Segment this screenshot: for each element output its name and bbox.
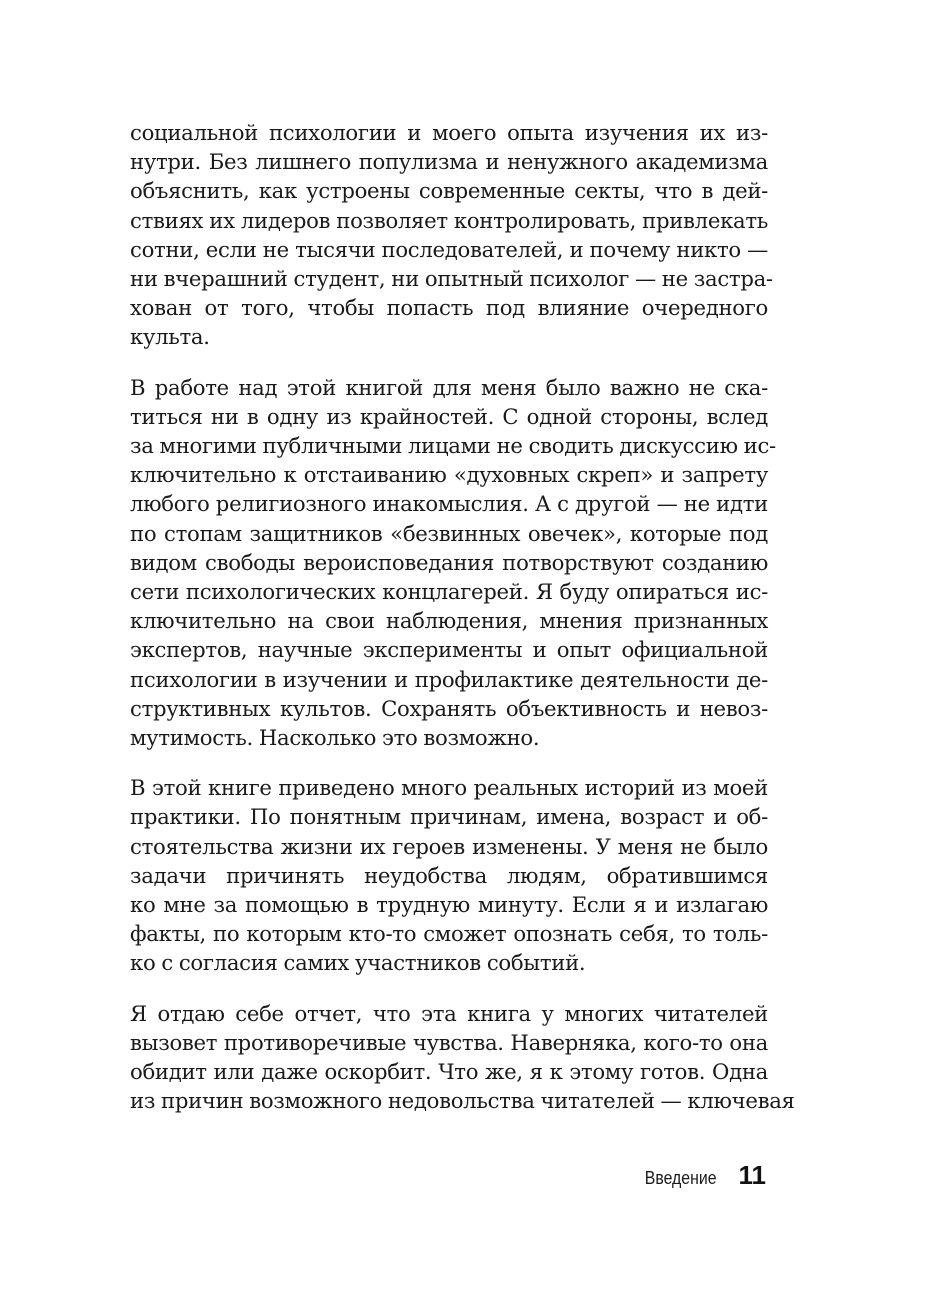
text-line: экспертов, научные эксперименты и опыт официальной <box>130 637 768 663</box>
paragraph-3 <box>130 773 768 977</box>
text-line: В работе над этой книгой для меня было важно не ска- <box>130 374 768 400</box>
text-line: объяснить, как устроены современные секты, что в дей- <box>130 178 768 204</box>
text-line: структивных культов. Сохранять объективность и невоз- <box>130 695 768 721</box>
text-line: факты, по которым кто-то сможет опознать себя, то толь- <box>130 921 768 947</box>
text-line: культа. <box>130 324 210 350</box>
paragraph-spacer <box>130 978 768 999</box>
page-footer <box>635 1160 766 1191</box>
text-line: сотни, если не тысячи последователей, и почему никто — <box>130 236 768 262</box>
text-line: Я отдаю себе отчет, что эта книга у многих читателей <box>130 1000 768 1026</box>
text-line: социальной психологии и моего опыта изучения их из- <box>130 120 768 145</box>
text-line: задачи причинять неудобства людям, обратившимся <box>130 862 768 888</box>
text-line: титься ни в одну из крайностей. С одной стороны, вслед <box>130 403 768 429</box>
paragraph-1 <box>130 118 773 352</box>
text-line: мутимость. Насколько это возможно. <box>130 725 540 751</box>
running-head: Введение <box>644 1168 717 1188</box>
text-line: ключительно к отстаиванию «духовных скреп» и запрету <box>130 462 768 488</box>
text-line: ни вчерашний студент, ни опытный психолог — не застра- <box>130 266 773 292</box>
text-line: сети психологических концлагерей. Я буду опираться ис- <box>130 579 768 605</box>
text-line: хован от того, чтобы попасть под влияние очередного <box>130 295 768 321</box>
page-body <box>130 118 795 1116</box>
text-line: психологии в изучении и профилактике деятельности де- <box>130 666 768 692</box>
text-line: любого религиозного инакомыслия. А с другой — не идти <box>130 491 768 517</box>
page-number: 11 <box>738 1160 766 1190</box>
text-line: ко мне за помощью в трудную минуту. Если я и излагаю <box>130 892 768 918</box>
text-line: практики. По понятным причинам, имена, возраст и об- <box>130 804 768 830</box>
text-line: нутри. Без лишнего популизма и ненужного академизма <box>130 149 768 175</box>
paragraph-2 <box>130 373 776 753</box>
text-line: обидит или даже оскорбит. Что же, я к этому готов. Одна <box>130 1059 768 1085</box>
text-line: вызовет противоречивые чувства. Наверняка, кого-то она <box>130 1029 768 1055</box>
text-line: стоятельства жизни их героев изменены. У меня не было <box>130 833 768 859</box>
text-line: за многими публичными лицами не сводить дискуссию ис- <box>130 433 776 459</box>
paragraph-spacer <box>130 352 768 373</box>
text-line: ствиях их лидеров позволяет контролировать, привлекать <box>130 207 768 233</box>
text-line: В этой книге приведено много реальных историй из моей <box>130 775 768 801</box>
text-line: видом свободы вероисповедания потворствуют созданию <box>130 549 768 575</box>
text-line: ключительно на свои наблюдения, мнения признанных <box>130 608 768 634</box>
paragraph-spacer <box>130 752 768 773</box>
paragraph-4 <box>130 999 795 1116</box>
text-line: по стопам защитников «безвинных овечек», которые под <box>130 520 768 546</box>
text-line: ко с согласия самих участников событий. <box>130 950 586 976</box>
text-line: из причин возможного недовольства читателей — ключевая <box>130 1088 795 1114</box>
